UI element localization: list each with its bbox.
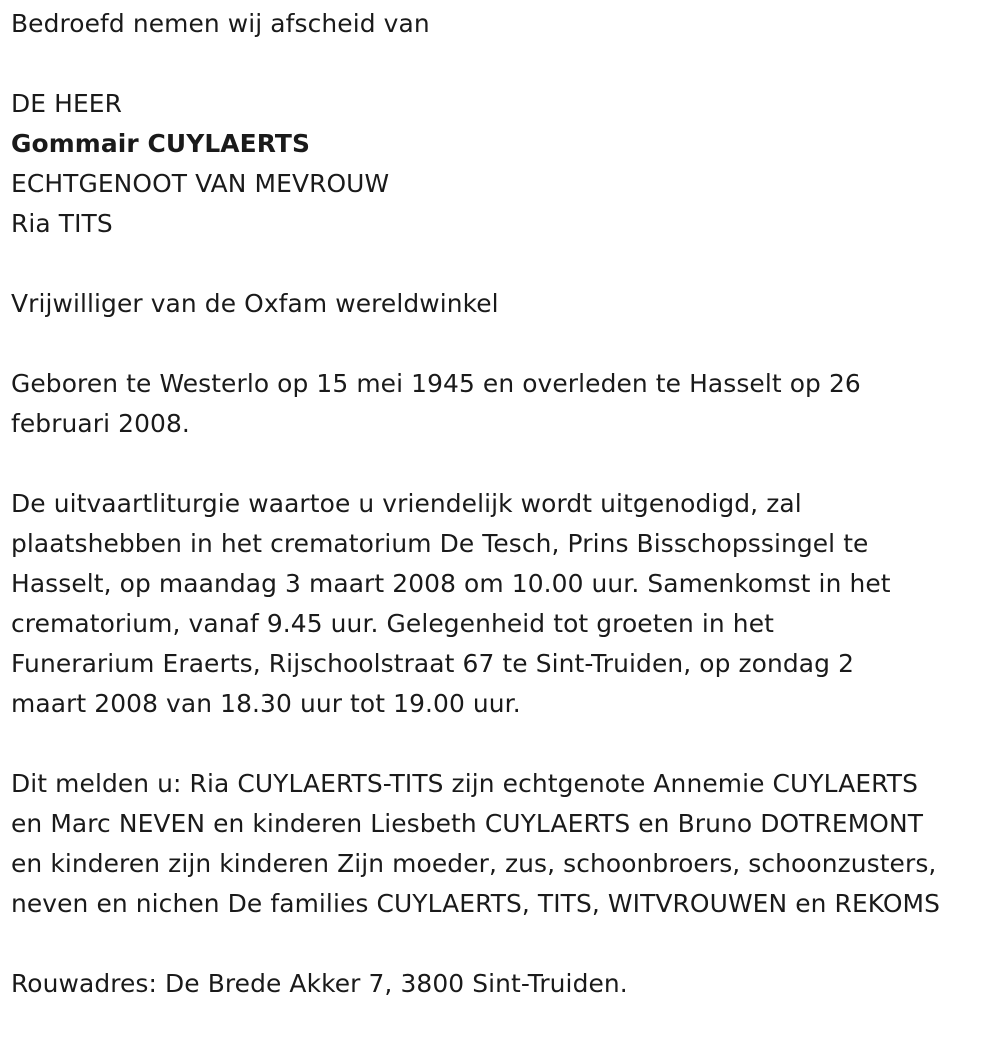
paragraph-line: en Marc NEVEN en kinderen Liesbeth CUYLAERTS en Bruno DOTREMONT — [11, 809, 924, 838]
paragraph-line: Hasselt, op maandag 3 maart 2008 om 10.00 uur. Samenkomst in het — [11, 569, 891, 598]
spacer — [11, 444, 1000, 484]
spouse-label: ECHTGENOOT VAN MEVROUW — [11, 169, 390, 198]
intro-text: Bedroefd nemen wij afscheid van — [11, 9, 430, 38]
deceased-name: Gommair CUYLAERTS — [11, 129, 311, 158]
paragraph-line: neven en nichen De families CUYLAERTS, TITS, WITVROUWEN en REKOMS — [11, 889, 941, 918]
paragraph-line: Dit melden u: Ria CUYLAERTS-TITS zijn echtgenote Annemie CUYLAERTS — [11, 769, 918, 798]
paragraph-line: maart 2008 van 18.30 uur tot 19.00 uur. — [11, 689, 521, 718]
paragraph-line: crematorium, vanaf 9.45 uur. Gelegenheid tot groeten in het — [11, 609, 774, 638]
paragraph-line: en kinderen zijn kinderen Zijn moeder, zus, schoonbroers, schoonzusters, — [11, 849, 937, 878]
spacer — [11, 924, 1000, 964]
honorific: DE HEER — [11, 89, 123, 118]
paragraph-line: plaatshebben in het crematorium De Tesch, Prins Bisschopssingel te — [11, 529, 869, 558]
spacer — [11, 324, 1000, 364]
paragraph-line: februari 2008. — [11, 409, 190, 438]
spacer — [11, 44, 1000, 84]
paragraph-line: Geboren te Westerlo op 15 mei 1945 en overleden te Hasselt op 26 — [11, 369, 861, 398]
paragraph-line: De uitvaartliturgie waartoe u vriendelijk wordt uitgenodigd, zal — [11, 489, 802, 518]
spacer — [11, 724, 1000, 764]
mourning-address: Rouwadres: De Brede Akker 7, 3800 Sint-Truiden. — [11, 969, 628, 998]
paragraph-line: Funerarium Eraerts, Rijschoolstraat 67 te Sint-Truiden, op zondag 2 — [11, 649, 855, 678]
announcement-paragraph — [11, 764, 1000, 924]
spouse-name: Ria TITS — [11, 209, 113, 238]
birth-death-paragraph — [11, 364, 1000, 444]
spacer — [11, 244, 1000, 284]
funeral-paragraph — [11, 484, 1000, 724]
volunteer-text: Vrijwilliger van de Oxfam wereldwinkel — [11, 289, 499, 318]
